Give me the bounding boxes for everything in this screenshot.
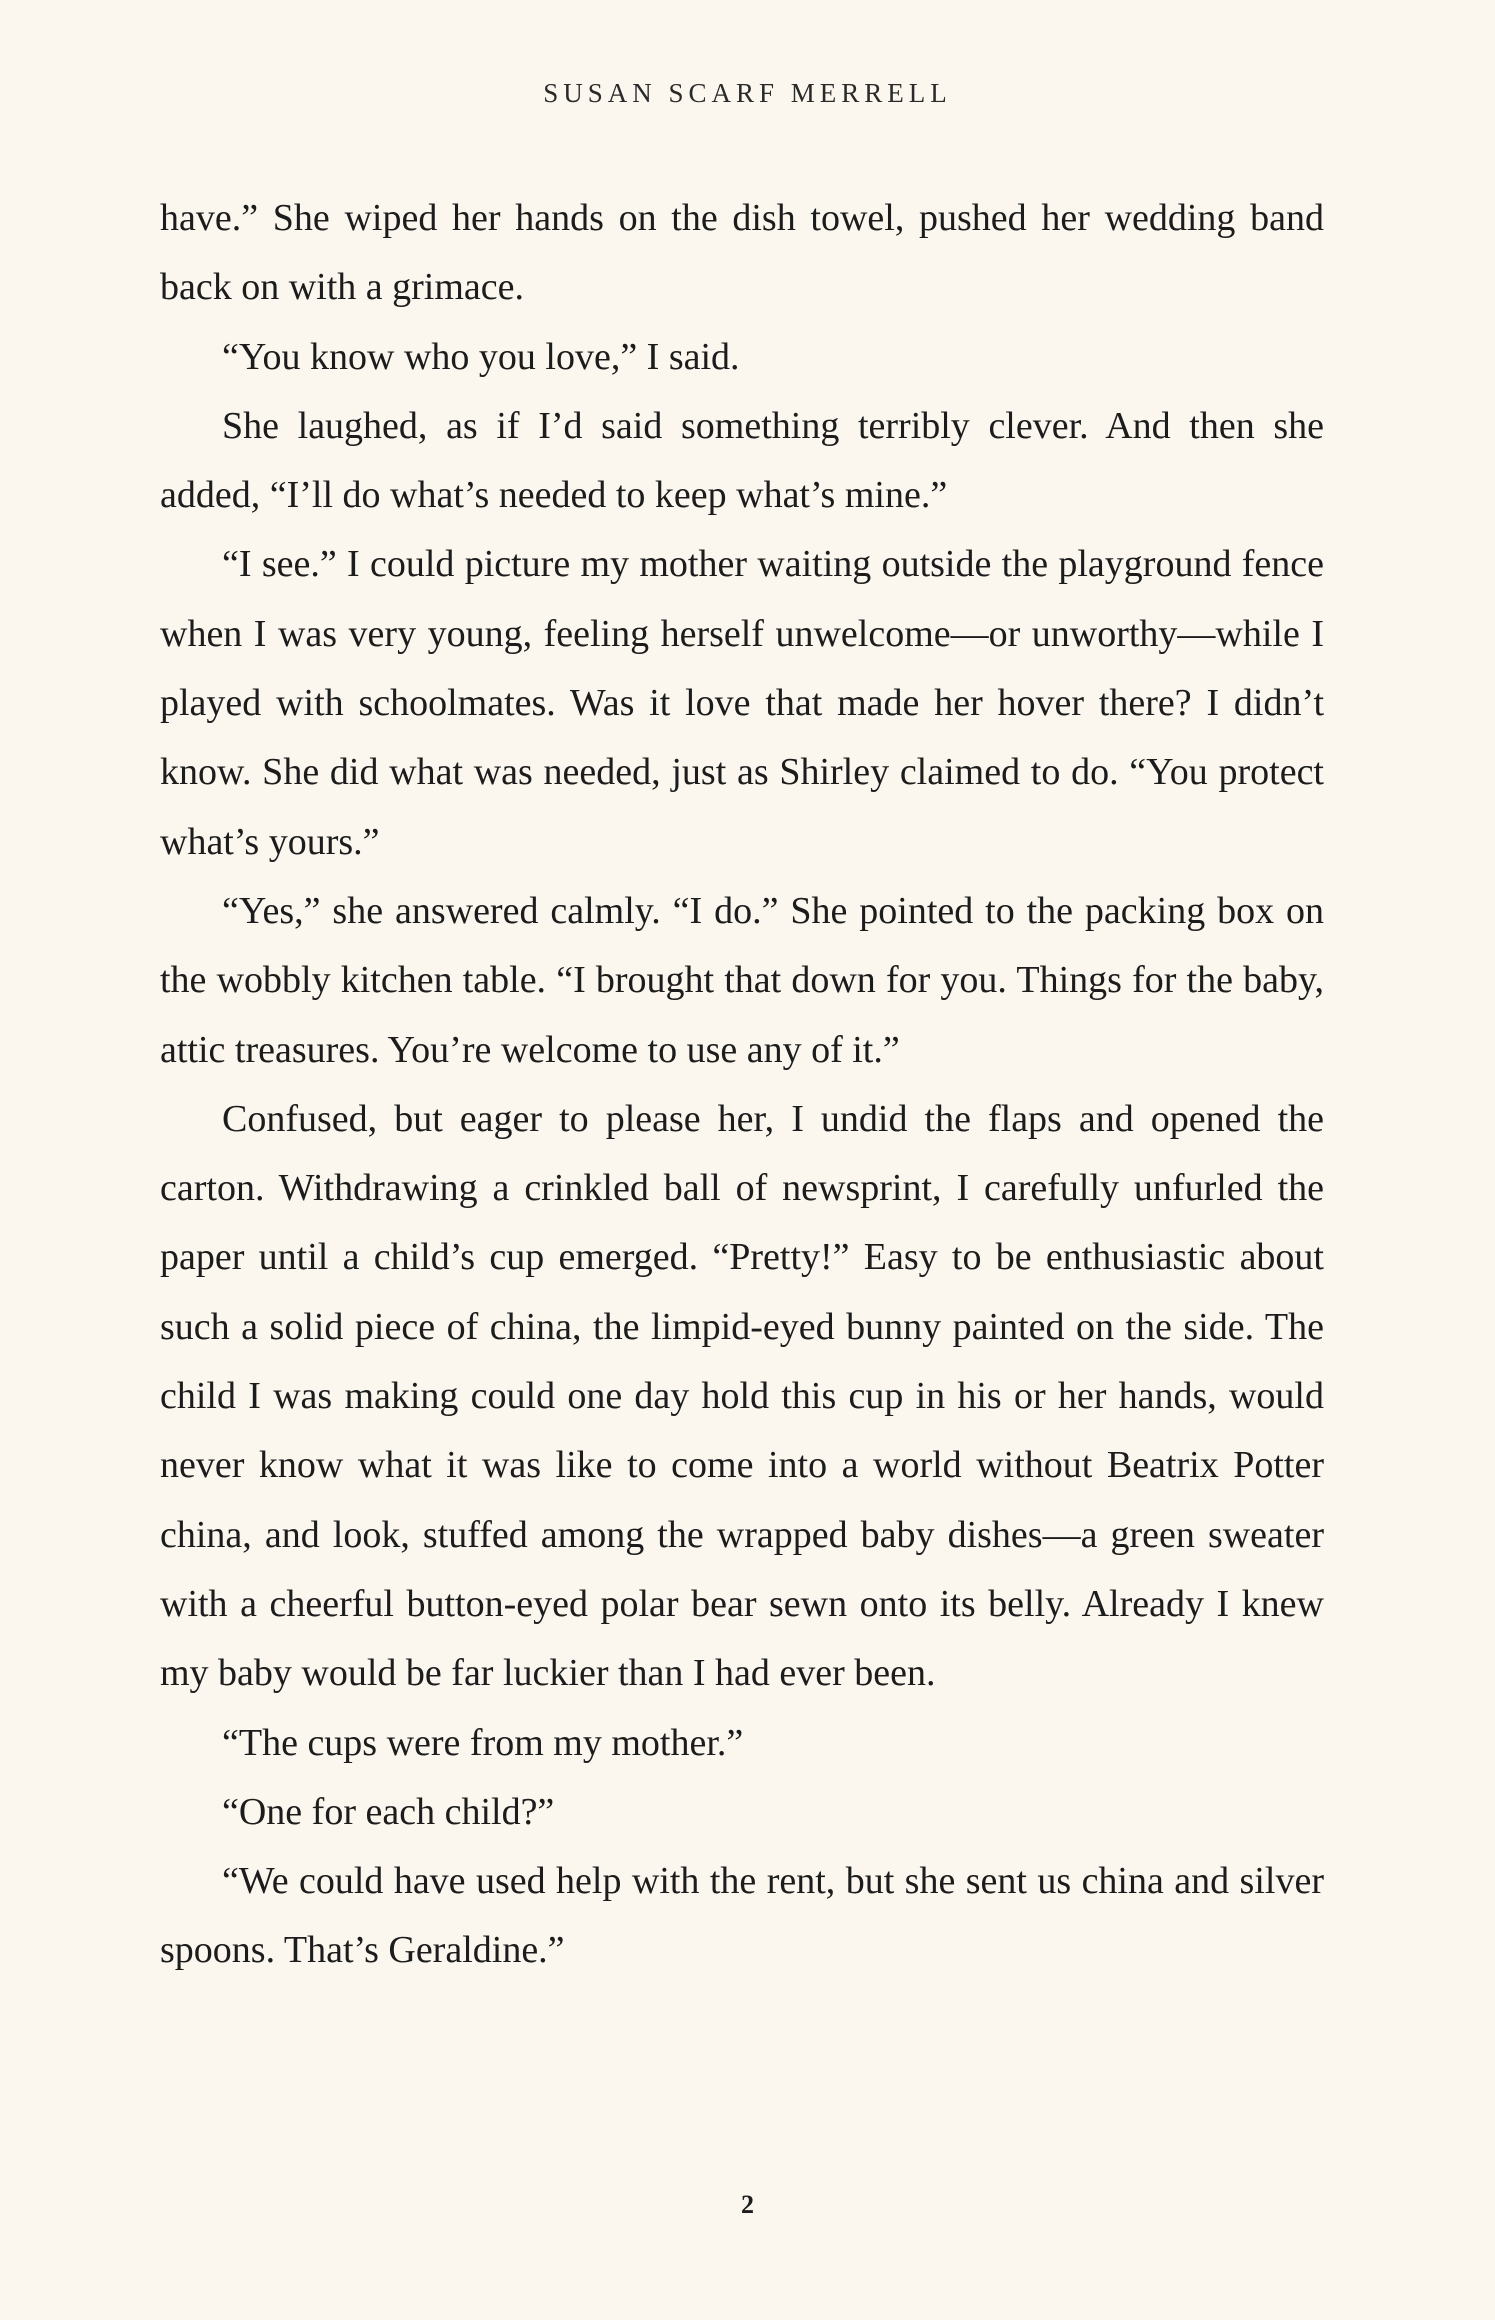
paragraph: “I see.” I could picture my mother waiting outside the playground fence when I was very young, feeling herself unwelcome—or unworthy—while I played with schoolmates. Was it love that made her hover there? I didn’t know. She did what was needed, just as Shirley claimed to do. “You protect what’s yours.” bbox=[160, 543, 1324, 863]
paragraph: “Yes,” she answered calmly. “I do.” She pointed to the packing box on the wobbly kitchen table. “I brought that down for you. Things for the baby, attic treasures. You’re welcome to use any of it.” bbox=[160, 889, 1324, 1071]
running-head: SUSAN SCARF MERRELL bbox=[543, 78, 952, 108]
paragraph: “You know who you love,” I said. bbox=[222, 335, 740, 378]
paragraph: “The cups were from my mother.” bbox=[222, 1721, 744, 1764]
paragraph: have.” She wiped her hands on the dish towel, pushed her wedding band back on with a grimace. bbox=[160, 197, 1324, 309]
body-text bbox=[160, 184, 1324, 1986]
paragraph: “One for each child?” bbox=[222, 1790, 555, 1833]
paragraph: Confused, but eager to please her, I undid the flaps and opened the carton. Withdrawing a crinkled ball of newsprint, I carefully unfurled the paper until a child’s cup emerged. “Pretty!” Easy to be enthusiastic about such a solid piece of china, the limpid-eyed bunny painted on the side. The child I was making could one day hold this cup in his or her hands, would never know what it was like to come into a world without Beatrix Potter china, and look, stuffed among the wrapped baby dishes—a green sweater with a cheerful button-eyed polar bear sewn onto its belly. Already I knew my baby would be far luckier than I had ever been. bbox=[160, 1097, 1324, 1695]
page-number: 2 bbox=[741, 2190, 754, 2219]
paragraph: She laughed, as if I’d said something terribly clever. And then she added, “I’ll do what’s needed to keep what’s mine.” bbox=[160, 404, 1324, 517]
paragraph: “We could have used help with the rent, but she sent us china and silver spoons. That’s Geraldine.” bbox=[160, 1860, 1324, 1972]
